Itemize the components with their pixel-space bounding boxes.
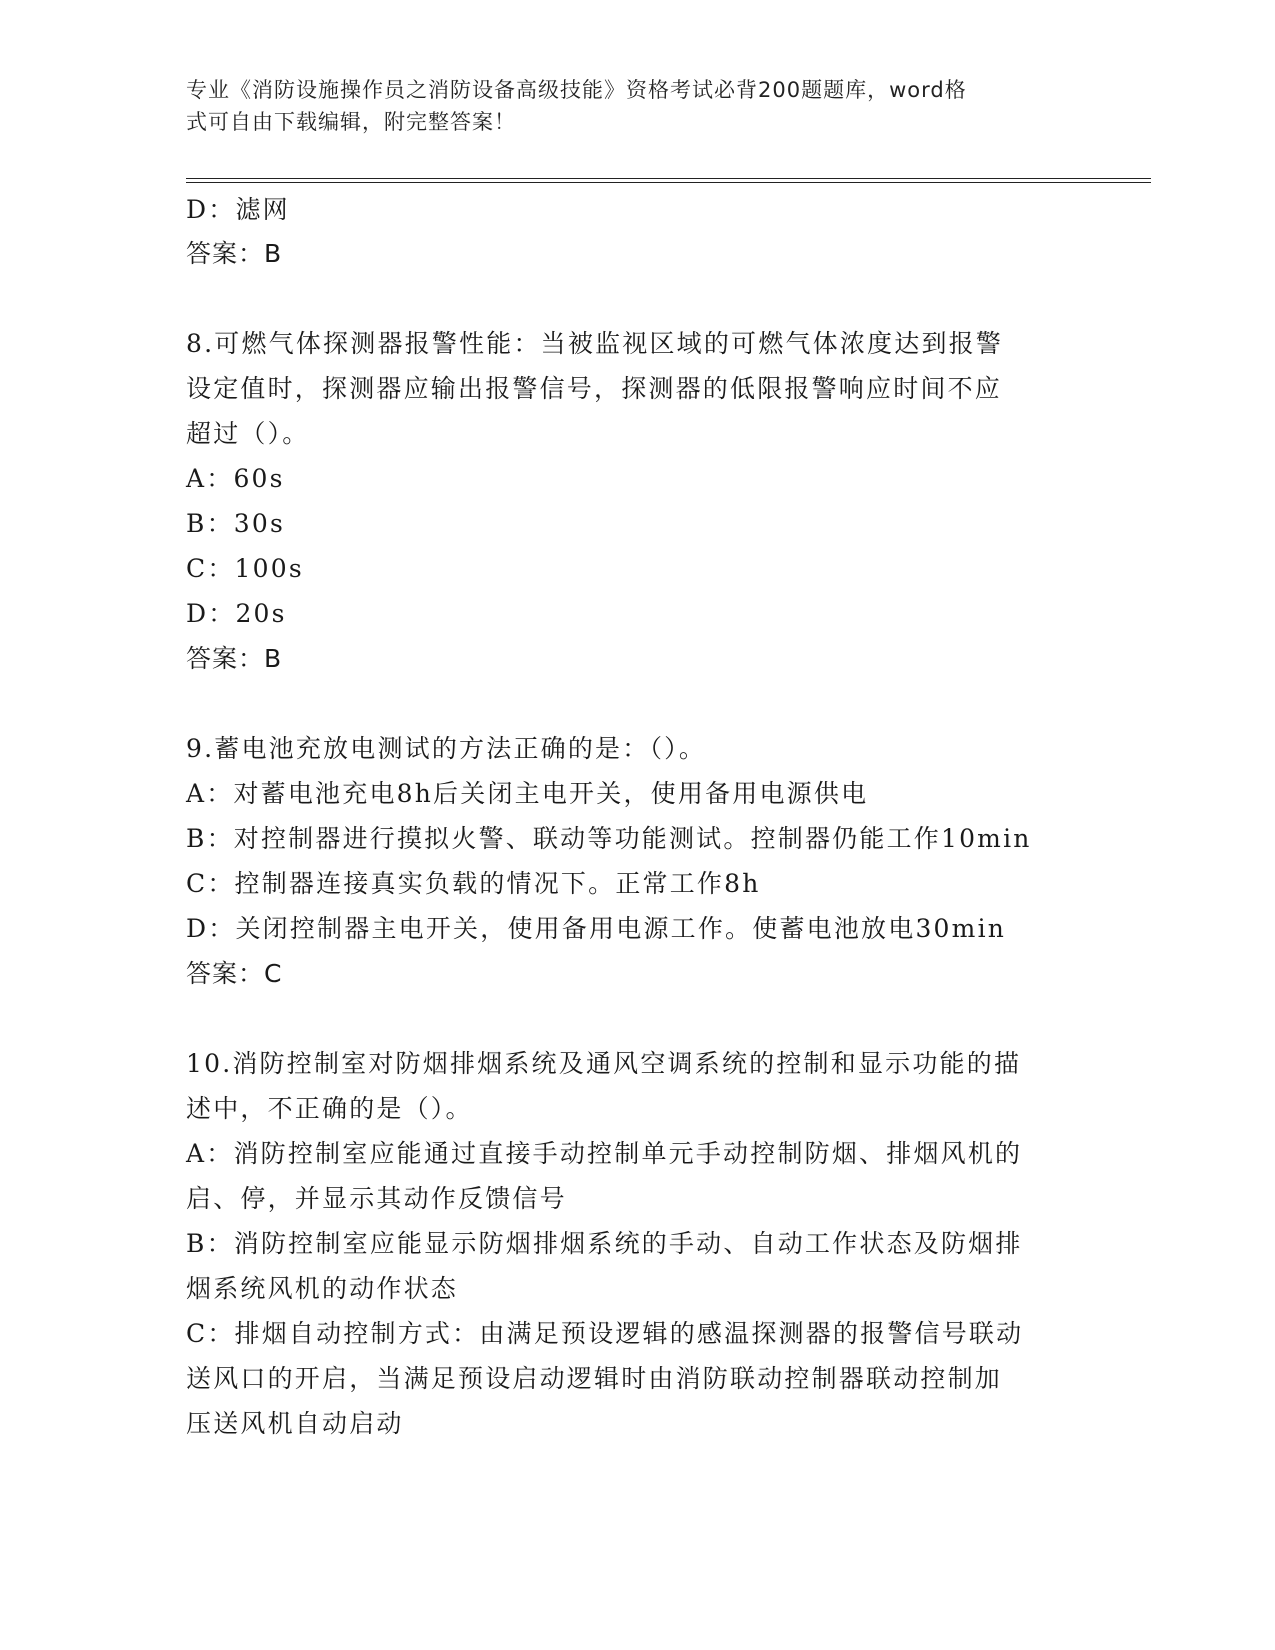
q8-option-c: C：100s	[186, 554, 304, 583]
document-header	[186, 74, 1066, 138]
q10-stem-line-1: 10.消防控制室对防烟排烟系统及通风空调系统的控制和显示功能的描	[186, 1049, 1022, 1078]
q8-stem-line-2: 设定值时，探测器应输出报警信号，探测器的低限报警响应时间不应	[186, 374, 1003, 403]
q10-option-c-line-3: 压送风机自动启动	[186, 1409, 404, 1438]
q9-stem: 9.蓄电池充放电测试的方法正确的是：（）。	[186, 734, 707, 763]
q8-option-d: D：20s	[186, 599, 287, 628]
header-rule-bottom	[186, 182, 1151, 183]
q9-option-c: C：控制器连接真实负载的情况下。正常工作8h	[186, 869, 761, 898]
q10-option-c-line-2: 送风口的开启，当满足预设启动逻辑时由消防联动控制器联动控制加	[186, 1364, 1003, 1393]
q10-option-b-line-2: 烟系统风机的动作状态	[186, 1274, 459, 1303]
q8-option-a: A：60s	[186, 464, 285, 493]
q8-stem-line-1: 8.可燃气体探测器报警性能：当被监视区域的可燃气体浓度达到报警	[186, 329, 1004, 358]
header-rule-top	[186, 178, 1151, 179]
q10-option-a-line-2: 启、停，并显示其动作反馈信号	[186, 1184, 567, 1213]
q9-option-a: A：对蓄电池充电8h后关闭主电开关，使用备用电源供电	[186, 779, 869, 808]
q10-option-c-line-1: C：排烟自动控制方式：由满足预设逻辑的感温探测器的报警信号联动	[186, 1319, 1024, 1348]
q9-answer: 答案：C	[186, 959, 283, 988]
q10-option-a-line-1: A：消防控制室应能通过直接手动控制单元手动控制防烟、排烟风机的	[186, 1139, 1023, 1168]
header-line-1: 专业《消防设施操作员之消防设备高级技能》资格考试必背200题题库，word格	[186, 78, 967, 102]
q9-option-d: D：关闭控制器主电开关，使用备用电源工作。使蓄电池放电30min	[186, 914, 1007, 943]
header-line-2: 式可自由下载编辑，附完整答案！	[186, 110, 516, 134]
q8-option-b: B：30s	[186, 509, 286, 538]
q7-option-d: D：滤网	[186, 195, 290, 224]
q8-answer: 答案：B	[186, 644, 283, 673]
q10-stem-line-2: 述中，不正确的是（）。	[186, 1094, 473, 1123]
q7-answer: 答案：B	[186, 239, 283, 268]
q10-option-b-line-1: B：消防控制室应能显示防烟排烟系统的手动、自动工作状态及防烟排	[186, 1229, 1023, 1258]
q8-stem-line-3: 超过（）。	[186, 419, 310, 448]
q9-option-b: B：对控制器进行摸拟火警、联动等功能测试。控制器仍能工作10min	[186, 824, 1032, 853]
